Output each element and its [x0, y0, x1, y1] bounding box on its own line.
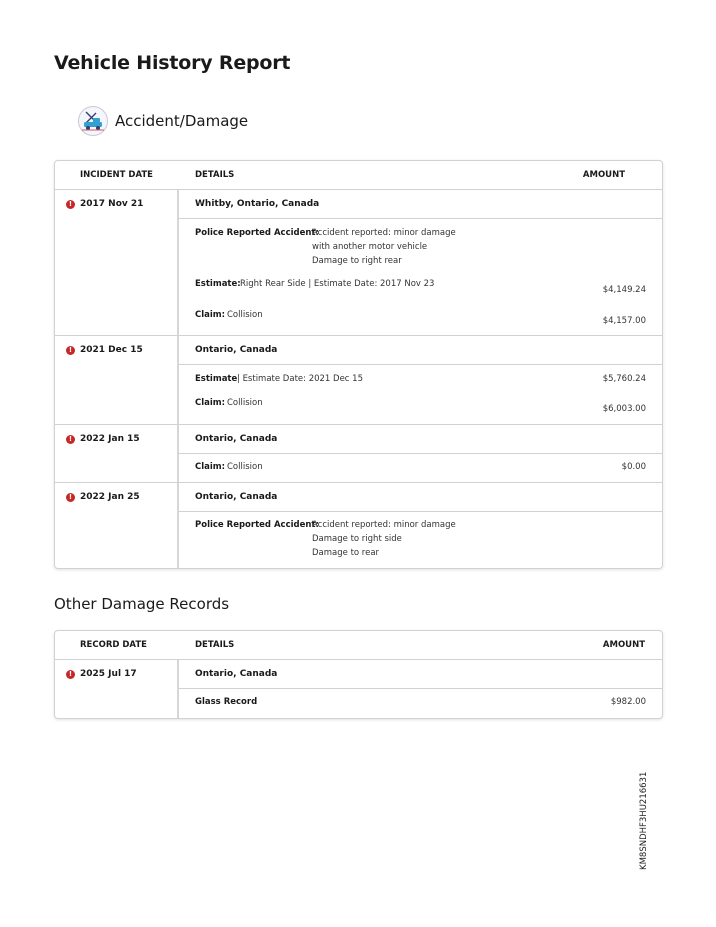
record-date: 2025 Jul 17: [80, 669, 137, 679]
incident-date-cell: [55, 425, 179, 482]
header-details: DETAILS: [195, 170, 235, 180]
claim-label: Claim:: [195, 310, 226, 320]
estimate-text: | Estimate Date: 2021 Dec 15: [237, 374, 363, 384]
incident-row: [55, 336, 662, 425]
vin-number: KM8SNDHF3HU216631: [639, 771, 649, 870]
alert-icon: !: [66, 493, 75, 502]
claim-amount: $0.00: [621, 462, 646, 472]
glass-record-amount: $982.00: [610, 697, 646, 707]
glass-record-label: Glass Record: [195, 697, 258, 707]
header-details: DETAILS: [195, 640, 235, 650]
alert-icon: !: [66, 200, 75, 209]
police-report-line: Accident reported: minor damage: [312, 228, 456, 238]
incident-date-cell: [55, 336, 179, 424]
incident-location: Whitby, Ontario, Canada: [179, 190, 662, 219]
claim-text: Collision: [227, 462, 263, 472]
record-date-cell: [55, 660, 179, 718]
incident-date-cell: [55, 483, 179, 568]
incident-date: 2021 Dec 15: [80, 345, 143, 355]
alert-icon: !: [66, 670, 75, 679]
claim-amount: $6,003.00: [602, 404, 646, 414]
other-damage-title: Other Damage Records: [54, 595, 230, 613]
incident-row: [55, 425, 662, 483]
incident-date-cell: [55, 190, 179, 335]
police-report-label: Police Reported Accident:: [195, 520, 319, 530]
incident-location: Ontario, Canada: [179, 336, 662, 365]
police-report-line: Damage to right rear: [312, 256, 402, 266]
police-report-line: Damage to rear: [312, 548, 380, 558]
police-report-line: Accident reported: minor damage: [312, 520, 456, 530]
page-title: Vehicle History Report: [54, 52, 291, 74]
claim-label: Claim:: [195, 462, 226, 472]
incident-row: [55, 190, 662, 336]
header-amount: AMOUNT: [582, 170, 625, 180]
police-report-line: Damage to right side: [312, 534, 402, 544]
accident-table: [54, 160, 663, 569]
estimate-label: Estimate:: [195, 279, 241, 289]
incident-location: Ontario, Canada: [179, 425, 662, 454]
other-damage-table: [54, 630, 663, 719]
incident-row: [55, 483, 662, 568]
estimate-label: Estimate: [195, 374, 238, 384]
police-report-line: with another motor vehicle: [312, 242, 428, 252]
incident-date: 2022 Jan 25: [80, 492, 140, 502]
section-title: Accident/Damage: [115, 112, 249, 130]
tow-truck-icon: [78, 106, 108, 136]
header-incident-date: INCIDENT DATE: [80, 170, 153, 180]
record-row: [55, 660, 662, 718]
incident-location: Ontario, Canada: [179, 483, 662, 512]
alert-icon: !: [66, 435, 75, 444]
alert-icon: !: [66, 346, 75, 355]
table-header: [55, 161, 662, 190]
record-location: Ontario, Canada: [179, 660, 662, 689]
claim-label: Claim:: [195, 398, 226, 408]
incident-date: 2022 Jan 15: [80, 434, 140, 444]
incident-date: 2017 Nov 21: [80, 199, 144, 209]
claim-text: Collision: [227, 310, 263, 320]
claim-text: Collision: [227, 398, 263, 408]
table-header: [55, 631, 662, 660]
header-record-date: RECORD DATE: [80, 640, 147, 650]
header-amount: AMOUNT: [602, 640, 645, 650]
estimate-amount: $4,149.24: [602, 285, 646, 295]
police-report-label: Police Reported Accident:: [195, 228, 319, 238]
accident-damage-header: [78, 104, 248, 138]
claim-amount: $4,157.00: [602, 316, 646, 326]
estimate-amount: $5,760.24: [602, 374, 646, 384]
estimate-text: Right Rear Side | Estimate Date: 2017 Nov 23: [240, 279, 435, 289]
